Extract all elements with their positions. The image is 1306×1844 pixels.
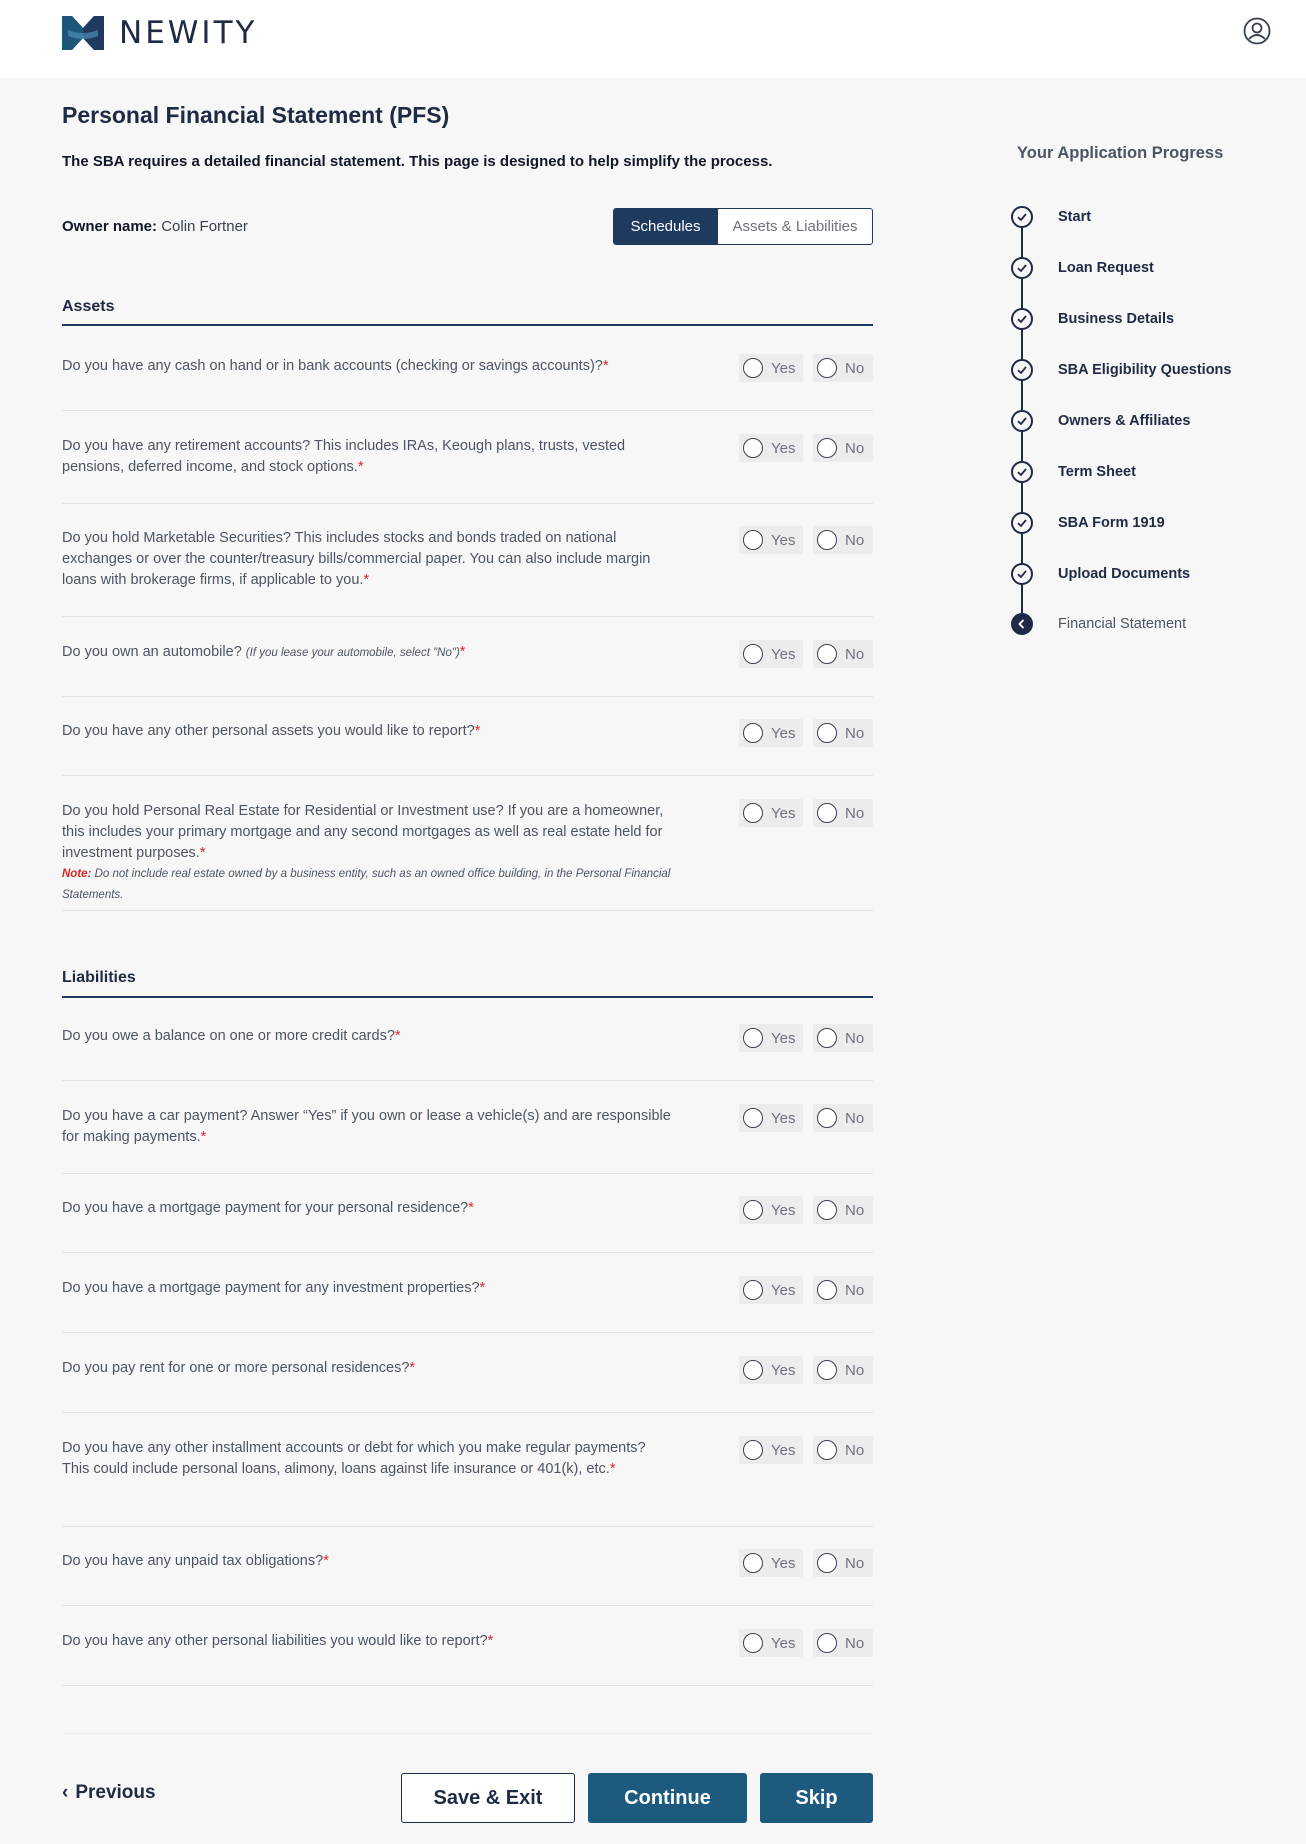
radio-button[interactable] — [743, 1280, 763, 1300]
asset-question-1-no-option[interactable] — [813, 354, 873, 382]
question-label: Do you have any retirement accounts? This includes IRAs, Keough plans, trusts, vested pensions, deferred income, and stock options. — [62, 438, 626, 475]
question-text — [62, 1198, 672, 1219]
progress-step-label: SBA Form 1919 — [1058, 515, 1165, 531]
progress-step[interactable] — [1011, 206, 1091, 228]
progress-step[interactable] — [1011, 461, 1136, 483]
liability-question-6-yes-option[interactable] — [739, 1436, 803, 1464]
no-label: No — [845, 1109, 865, 1127]
progress-step[interactable] — [1011, 613, 1186, 635]
asset-question-6-yes-option[interactable] — [739, 799, 803, 827]
radio-button[interactable] — [743, 438, 763, 458]
yes-label: Yes — [771, 724, 796, 742]
question-label: Do you have any other installment accounts or debt for which you make regular payments? This could include personal loans, alimony, loans against life insurance or 401(k), etc. — [62, 1440, 646, 1477]
top-bar — [0, 0, 1306, 78]
liability-question-8-no-option[interactable] — [813, 1629, 873, 1657]
asset-question-3-no-option[interactable] — [813, 526, 873, 554]
required-marker: * — [479, 1280, 486, 1296]
no-label: No — [845, 1634, 865, 1652]
form-end-divider — [62, 1733, 873, 1734]
question-text — [62, 1631, 672, 1652]
question-row — [62, 1106, 873, 1174]
radio-button[interactable] — [743, 1108, 763, 1128]
required-marker: * — [602, 358, 609, 374]
radio-button[interactable] — [743, 1200, 763, 1220]
question-text — [62, 1278, 672, 1299]
question-label: Do you have any other personal assets you would like to report? — [62, 723, 475, 739]
liability-question-8-yes-option[interactable] — [739, 1629, 803, 1657]
toggle-schedules[interactable]: Schedules — [614, 209, 717, 244]
yes-label: Yes — [771, 359, 796, 377]
radio-button[interactable] — [743, 803, 763, 823]
radio-button[interactable] — [743, 1440, 763, 1460]
radio-button[interactable] — [743, 723, 763, 743]
check-icon — [1011, 410, 1033, 432]
required-marker: * — [487, 1633, 494, 1649]
question-label: Do you have any cash on hand or in bank accounts (checking or savings accounts)? — [62, 358, 603, 374]
radio-button[interactable] — [817, 803, 837, 823]
required-marker: * — [357, 459, 364, 475]
asset-question-6-no-option[interactable] — [813, 799, 873, 827]
progress-step-label: Financial Statement — [1058, 616, 1187, 632]
radio-button[interactable] — [743, 644, 763, 664]
radio-button[interactable] — [743, 1633, 763, 1653]
owner-name — [62, 218, 248, 235]
question-label: Do you hold Marketable Securities? This includes stocks and bonds traded on national exchanges or over the counter/treasury bills/commercial paper. You can also include margin loans with brokerage firms, if applicable to you. — [62, 530, 651, 588]
liability-question-1-no-option[interactable] — [813, 1024, 873, 1052]
radio-button[interactable] — [817, 1108, 837, 1128]
liability-question-2-yes-option[interactable] — [739, 1104, 803, 1132]
question-row — [62, 801, 873, 911]
user-circle-icon[interactable] — [1243, 17, 1271, 45]
page-title: Personal Financial Statement (PFS) — [62, 102, 450, 128]
assets-title: Assets — [62, 298, 115, 315]
progress-step[interactable] — [1011, 410, 1190, 432]
no-label: No — [845, 724, 865, 742]
progress-step[interactable] — [1011, 512, 1165, 534]
asset-question-5-yes-option[interactable] — [739, 719, 803, 747]
required-marker: * — [468, 1200, 474, 1216]
asset-question-4-yes-option[interactable] — [739, 640, 803, 668]
radio-button[interactable] — [817, 1028, 837, 1048]
yes-label: Yes — [771, 1281, 796, 1299]
yes-label: Yes — [771, 1029, 796, 1047]
question-label: Do you have a car payment? Answer “Yes” if you own or lease a vehicle(s) and are responsible for making payments. — [62, 1108, 671, 1145]
liability-question-2-no-option[interactable] — [813, 1104, 873, 1132]
toggle-assets-liabilities[interactable]: Assets & Liabilities — [717, 209, 872, 244]
check-icon — [1011, 563, 1033, 585]
chevron-left-icon: ‹ — [62, 1782, 69, 1803]
liabilities-divider — [62, 996, 873, 998]
liabilities-title: Liabilities — [62, 969, 136, 986]
asset-question-2-no-option[interactable] — [813, 434, 873, 462]
question-note — [62, 864, 672, 906]
question-label: Do you own an automobile? — [62, 644, 246, 660]
required-marker: * — [363, 572, 370, 588]
no-label: No — [845, 1361, 865, 1379]
question-label: Do you owe a balance on one or more credit cards? — [62, 1028, 395, 1044]
liability-question-3-no-option[interactable] — [813, 1196, 873, 1224]
liability-question-3-yes-option[interactable] — [739, 1196, 803, 1224]
previous-label: Previous — [75, 1782, 156, 1803]
question-row — [62, 528, 873, 617]
asset-question-2-yes-option[interactable] — [739, 434, 803, 462]
radio-button[interactable] — [817, 1280, 837, 1300]
logo-text: NEWITY — [119, 15, 258, 51]
yes-label: Yes — [771, 1554, 796, 1572]
question-text — [62, 1438, 672, 1480]
check-icon — [1011, 512, 1033, 534]
required-marker: * — [200, 1129, 207, 1145]
yes-label: Yes — [771, 1109, 796, 1127]
liability-question-5-yes-option[interactable] — [739, 1356, 803, 1384]
progress-step-label: SBA Eligibility Questions — [1058, 362, 1232, 378]
question-label: Do you have a mortgage payment for your personal residence? — [62, 1200, 469, 1216]
progress-step[interactable] — [1011, 257, 1154, 279]
radio-button[interactable] — [743, 1360, 763, 1380]
required-marker: * — [323, 1553, 329, 1569]
radio-button[interactable] — [817, 644, 837, 664]
radio-button[interactable] — [817, 1360, 837, 1380]
liability-question-7-yes-option[interactable] — [739, 1549, 803, 1577]
required-marker: * — [199, 845, 206, 861]
radio-button[interactable] — [743, 1028, 763, 1048]
question-row — [62, 1438, 873, 1527]
question-label: Do you have any other personal liabilities you would like to report? — [62, 1633, 488, 1649]
question-row — [62, 1278, 873, 1333]
previous-button[interactable] — [62, 1782, 156, 1804]
yes-label: Yes — [771, 1361, 796, 1379]
radio-button[interactable] — [817, 1553, 837, 1573]
asset-question-1-yes-option[interactable] — [739, 354, 803, 382]
asset-question-5-no-option[interactable] — [813, 719, 873, 747]
required-marker: * — [474, 723, 481, 739]
question-text — [62, 528, 672, 591]
required-marker: * — [459, 644, 466, 660]
question-row — [62, 1551, 873, 1606]
question-label: Do you have any unpaid tax obligations? — [62, 1553, 324, 1569]
radio-button[interactable] — [817, 1633, 837, 1653]
question-text — [62, 721, 672, 742]
question-row — [62, 1631, 873, 1686]
liability-question-5-no-option[interactable] — [813, 1356, 873, 1384]
yes-label: Yes — [771, 439, 796, 457]
check-icon — [1011, 257, 1033, 279]
radio-button[interactable] — [817, 438, 837, 458]
asset-question-4-no-option[interactable] — [813, 640, 873, 668]
asset-question-3-yes-option[interactable] — [739, 526, 803, 554]
radio-button[interactable] — [743, 530, 763, 550]
radio-button[interactable] — [743, 1553, 763, 1573]
view-toggle — [613, 208, 873, 245]
progress-step-label: Term Sheet — [1058, 464, 1136, 480]
required-marker: * — [394, 1028, 401, 1044]
progress-step-label: Loan Request — [1058, 260, 1154, 276]
progress-step-label: Business Details — [1058, 311, 1175, 327]
question-row — [62, 1026, 873, 1081]
question-text — [62, 356, 672, 377]
note-text: Do not include real estate owned by a business entity, such as an owned office building, in the Personal Financial Statements. — [62, 868, 671, 901]
save-exit-button[interactable]: Save & Exit — [401, 1773, 575, 1823]
progress-step-label: Owners & Affiliates — [1058, 413, 1191, 429]
check-icon — [1011, 359, 1033, 381]
logo[interactable] — [62, 16, 257, 50]
liability-question-7-no-option[interactable] — [813, 1549, 873, 1577]
question-hint: (If you lease your automobile, select "No") — [245, 647, 460, 659]
radio-button[interactable] — [817, 358, 837, 378]
progress-step[interactable] — [1011, 563, 1190, 585]
question-row — [62, 1198, 873, 1253]
no-label: No — [845, 439, 865, 457]
progress-step-label: Start — [1058, 209, 1092, 225]
question-row — [62, 642, 873, 697]
radio-button[interactable] — [817, 1200, 837, 1220]
radio-button[interactable] — [817, 723, 837, 743]
note-label: Note: — [62, 868, 92, 880]
no-label: No — [845, 1441, 865, 1459]
radio-button[interactable] — [817, 530, 837, 550]
yes-label: Yes — [771, 531, 796, 549]
newity-logo-icon — [62, 16, 104, 50]
yes-label: Yes — [771, 645, 796, 663]
required-marker: * — [609, 1461, 616, 1477]
question-text — [62, 1026, 672, 1047]
check-icon — [1011, 308, 1033, 330]
skip-button[interactable]: Skip — [760, 1773, 873, 1823]
owner-label: Owner name: — [62, 218, 158, 235]
no-label: No — [845, 531, 865, 549]
progress-step[interactable] — [1011, 359, 1231, 381]
question-row — [62, 1358, 873, 1413]
no-label: No — [845, 645, 865, 663]
question-text — [62, 436, 672, 478]
check-icon — [1011, 206, 1033, 228]
yes-label: Yes — [771, 1201, 796, 1219]
question-text — [62, 801, 672, 906]
liability-question-1-yes-option[interactable] — [739, 1024, 803, 1052]
no-label: No — [845, 804, 865, 822]
question-row — [62, 356, 873, 411]
question-row — [62, 721, 873, 776]
yes-label: Yes — [771, 804, 796, 822]
progress-step[interactable] — [1011, 308, 1174, 330]
required-marker: * — [409, 1360, 416, 1376]
question-text — [62, 1358, 672, 1379]
liability-question-4-no-option[interactable] — [813, 1276, 873, 1304]
no-label: No — [845, 1554, 865, 1572]
liability-question-6-no-option[interactable] — [813, 1436, 873, 1464]
check-icon — [1011, 461, 1033, 483]
question-row — [62, 436, 873, 504]
owner-value: Colin Fortner — [161, 218, 248, 235]
question-text — [62, 1106, 672, 1148]
question-label: Do you pay rent for one or more personal residences? — [62, 1360, 410, 1376]
progress-step-label: Upload Documents — [1058, 566, 1191, 582]
no-label: No — [845, 1201, 865, 1219]
continue-button[interactable]: Continue — [588, 1773, 747, 1823]
chevron-left-icon — [1011, 613, 1033, 635]
question-text — [62, 642, 672, 664]
no-label: No — [845, 359, 865, 377]
radio-button[interactable] — [817, 1440, 837, 1460]
question-label: Do you have a mortgage payment for any investment properties? — [62, 1280, 480, 1296]
liability-question-4-yes-option[interactable] — [739, 1276, 803, 1304]
progress-title: Your Application Progress — [1017, 144, 1224, 162]
question-label: Do you hold Personal Real Estate for Residential or Investment use? If you are a homeowner, this includes your primary mortgage and any second mortgages as well as real estate held for investment purposes. — [62, 803, 664, 861]
radio-button[interactable] — [743, 358, 763, 378]
no-label: No — [845, 1281, 865, 1299]
question-text — [62, 1551, 672, 1572]
yes-label: Yes — [771, 1634, 796, 1652]
yes-label: Yes — [771, 1441, 796, 1459]
assets-divider — [62, 324, 873, 326]
page-subtitle: The SBA requires a detailed financial statement. This page is designed to help simplify the process. — [62, 153, 773, 170]
no-label: No — [845, 1029, 865, 1047]
